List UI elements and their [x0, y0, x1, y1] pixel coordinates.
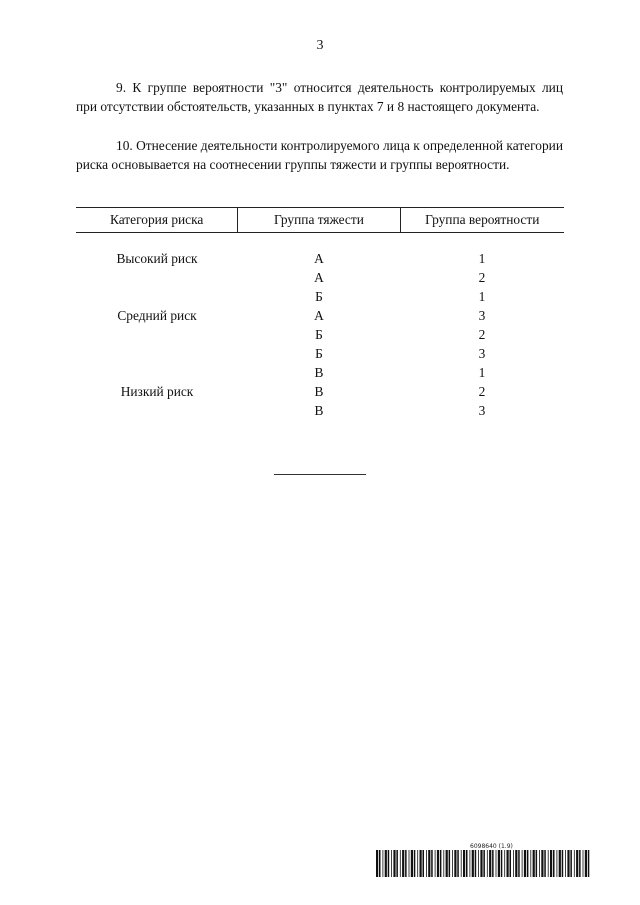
barcode-bar	[504, 850, 505, 877]
severity-cell: А	[314, 251, 324, 266]
table-row	[76, 382, 564, 401]
barcode-bar	[449, 850, 451, 877]
barcode-bar	[524, 850, 526, 877]
barcode-bar	[437, 850, 439, 877]
page-number: 3	[316, 38, 324, 53]
severity-cell: Б	[315, 289, 323, 304]
header-probability-group: Группа вероятности	[400, 208, 564, 233]
barcode-bar	[550, 850, 552, 877]
probability-cell: 1	[478, 289, 486, 304]
barcode-bar	[565, 850, 566, 877]
barcode-bar	[570, 850, 572, 877]
probability-cell: 3	[478, 346, 486, 361]
probability-cell: 2	[478, 384, 486, 399]
barcode-bar	[553, 850, 555, 877]
barcode-bar	[411, 850, 413, 877]
barcode-bar	[420, 850, 422, 877]
severity-cell: Б	[315, 327, 323, 342]
barcode-bar	[518, 850, 520, 877]
barcode-bar	[544, 850, 546, 877]
barcode-bar	[496, 850, 497, 877]
table-header-row	[76, 208, 564, 233]
paragraph-9: 9. К группе вероятности "3" относится деятельность контролируемых лиц при отсутствии обстоятельств, указанных в пунктах 7 и 8 настоящего документа.	[76, 80, 563, 114]
barcode-bar	[507, 850, 509, 877]
table-row	[76, 249, 564, 268]
barcode-bar	[492, 850, 494, 877]
barcode-bar	[559, 850, 561, 877]
barcode-bar	[480, 850, 482, 877]
barcode-bar	[530, 850, 531, 877]
severity-cell: В	[314, 365, 324, 380]
barcode-bar	[548, 850, 549, 877]
barcode-bar	[483, 850, 485, 877]
severity-cell: В	[314, 384, 324, 399]
barcode-bar	[409, 850, 410, 877]
barcode-bar	[576, 850, 578, 877]
barcode-bar	[414, 850, 416, 877]
barcode-bar	[466, 850, 468, 877]
risk-table-body	[76, 249, 564, 420]
barcode-bar	[585, 850, 587, 877]
barcode-bar	[527, 850, 529, 877]
barcode-bar	[498, 850, 500, 877]
barcode-bar	[541, 850, 543, 877]
barcode-bar	[588, 850, 590, 877]
barcode-bar	[383, 850, 384, 877]
barcode-bar	[426, 850, 427, 877]
barcode-bar	[522, 850, 523, 877]
barcode-bar	[536, 850, 538, 877]
barcode-bar	[435, 850, 436, 877]
barcode-bar	[396, 850, 398, 877]
barcode-bar	[583, 850, 584, 877]
barcode-bar	[379, 850, 381, 877]
severity-cell: А	[314, 308, 324, 323]
barcode-bar	[376, 850, 378, 877]
barcode-bar	[463, 850, 465, 877]
barcode-bar	[446, 850, 448, 877]
barcode-bar	[400, 850, 401, 877]
severity-cell: А	[314, 270, 324, 285]
table-row	[76, 268, 564, 287]
probability-cell: 2	[478, 270, 486, 285]
probability-cell: 3	[478, 403, 486, 418]
table-row	[76, 401, 564, 420]
barcode-bar	[557, 850, 558, 877]
probability-cell: 3	[478, 308, 486, 323]
severity-cell: В	[314, 403, 324, 418]
barcode-bar	[423, 850, 425, 877]
barcode-bar	[402, 850, 404, 877]
barcode-bar	[510, 850, 512, 877]
header-severity-group: Группа тяжести	[238, 208, 400, 233]
barcode-bar	[385, 850, 387, 877]
risk-category-cell: Низкий риск	[120, 384, 194, 399]
barcode-bar	[417, 850, 418, 877]
barcode-bar	[472, 850, 474, 877]
risk-table-header	[76, 207, 564, 233]
barcode-bar	[574, 850, 575, 877]
barcode-bar	[470, 850, 471, 877]
table-row	[76, 363, 564, 382]
end-of-document-rule	[274, 474, 366, 475]
table-row	[76, 325, 564, 344]
barcode-bar	[405, 850, 407, 877]
barcode-bar	[475, 850, 477, 877]
barcode	[376, 850, 590, 877]
barcode-bar	[452, 850, 453, 877]
barcode-bar	[539, 850, 540, 877]
barcode-bar	[428, 850, 430, 877]
barcode-bar	[393, 850, 395, 877]
table-row	[76, 306, 564, 325]
table-row	[76, 287, 564, 306]
probability-cell: 1	[478, 251, 486, 266]
barcode-bar	[440, 850, 442, 877]
barcode-bar	[478, 850, 479, 877]
header-risk-category: Категория риска	[76, 208, 238, 233]
barcode-bar	[454, 850, 456, 877]
risk-category-cell: Высокий риск	[116, 251, 198, 266]
barcode-bar	[443, 850, 444, 877]
probability-cell: 1	[478, 365, 486, 380]
barcode-bar	[461, 850, 462, 877]
barcode-bar	[457, 850, 459, 877]
severity-cell: Б	[315, 346, 323, 361]
barcode-bar	[487, 850, 488, 877]
table-row	[76, 344, 564, 363]
barcode-bar	[501, 850, 503, 877]
probability-cell: 2	[478, 327, 486, 342]
barcode-bar	[431, 850, 433, 877]
barcode-bar	[562, 850, 564, 877]
paragraph-10: 10. Отнесение деятельности контролируемого лица к определенной категории риска основывается на соотнесении группы тяжести и группы вероятности.	[76, 138, 563, 172]
barcode-bar	[515, 850, 517, 877]
document-code: 6098640 (1.9)	[470, 843, 513, 850]
barcode-bar	[567, 850, 569, 877]
barcode-bar	[391, 850, 392, 877]
barcode-bar	[388, 850, 390, 877]
barcode-bar	[489, 850, 491, 877]
risk-category-cell: Средний риск	[117, 308, 197, 323]
barcode-bar	[513, 850, 514, 877]
barcode-bar	[579, 850, 581, 877]
barcode-bar	[533, 850, 535, 877]
